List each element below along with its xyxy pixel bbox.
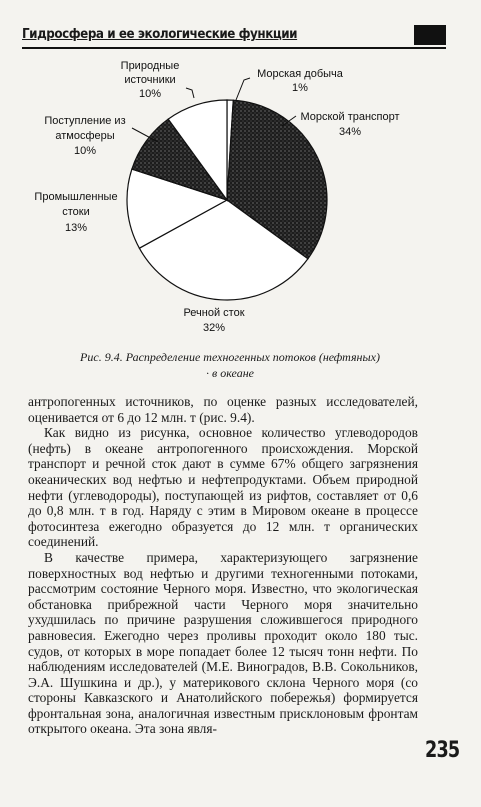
- label-industrial-l2: стоки: [62, 206, 90, 218]
- page-number: 235: [425, 738, 460, 763]
- paragraph-3: В качестве примера, характеризующего загрязнение поверхностных вод нефтью и другими техногенными потоками, рассмотрим состояние Черного моря. Известно, что экологическая обстановка прибрежной части Черного моря значительно ухудшилась по причине разрушения сложившегося природного равновесия. Ежегодно через проливы проходит около 180 тыс. судов, от которых в море попадает более 12 тысяч тонн нефти. По наблюдениям исследователей (М.Е. Виноградов, В.В. Сокольников, Э.А. Шушкина и др.), у материкового склона Черного моря (со стороны Кавказского и Анатолийского побережья) формируется фронтальная зона, аналогичная известным присклоновым фронтам открытого океана. Эта зона явля-: [28, 549, 418, 737]
- label-marine-mining-l1: Морская добыча: [257, 68, 343, 80]
- paragraph-1: антропогенных источников, по оценке разных исследователей, оценивается от 6 до 12 млн. т (рис. 9.4).: [28, 394, 418, 425]
- label-natural-l1: Природные: [120, 60, 180, 72]
- caption-line-1: Рис. 9.4. Распределение техногенных потоков (нефтяных): [80, 350, 380, 364]
- caption-line-2: · в океане: [206, 366, 254, 380]
- label-river: [183, 307, 244, 334]
- label-industrial-l1: Промышленные: [34, 191, 118, 203]
- paragraph-2: Как видно из рисунка, основное количество углеводородов (нефть) в океане антропогенного происхождения. Морской транспорт и речной сток дают в сумме 67% общего загрязнения океанических вод нефтью и нефтепродуктами. Объем природной нефти (углеводороды), поступающей из рифтов, составляет от 0,6 до 0,8 млн. т в год. Наряду с этим в Мировом океане в процессе фотосинтеза ежегодно образуется до 12 млн. т органических соединений.: [28, 425, 418, 550]
- label-atmosphere: [44, 115, 125, 157]
- label-industrial-value: 13%: [64, 222, 88, 234]
- label-river-l1: Речной сток: [183, 307, 245, 319]
- label-marine-mining-value: 1%: [292, 82, 308, 94]
- header-black-block: [414, 25, 446, 45]
- label-transport-l1: Морской транспорт: [300, 111, 400, 123]
- label-natural-value: 10%: [138, 88, 162, 100]
- figure-caption: [30, 349, 430, 381]
- label-natural: [121, 60, 180, 100]
- label-atmosphere-l2: атмосферы: [55, 130, 115, 142]
- label-industrial: [34, 191, 117, 234]
- label-marine-transport: [300, 111, 399, 138]
- leader-marine-mining: [236, 78, 250, 100]
- label-natural-l2: источники: [124, 74, 176, 86]
- pie-slices: [127, 100, 327, 300]
- body-text: [28, 394, 418, 737]
- running-header: [22, 25, 446, 49]
- label-marine-mining: [257, 68, 344, 94]
- label-atmosphere-value: 10%: [73, 145, 97, 157]
- label-atmosphere-l1: Поступление из: [44, 115, 126, 127]
- leader-natural: [186, 88, 194, 98]
- label-river-value: 32%: [202, 322, 226, 334]
- pie-chart: [0, 50, 481, 350]
- label-transport-value: 34%: [338, 126, 362, 138]
- header-title: Гидросфера и ее экологические функции: [22, 27, 298, 42]
